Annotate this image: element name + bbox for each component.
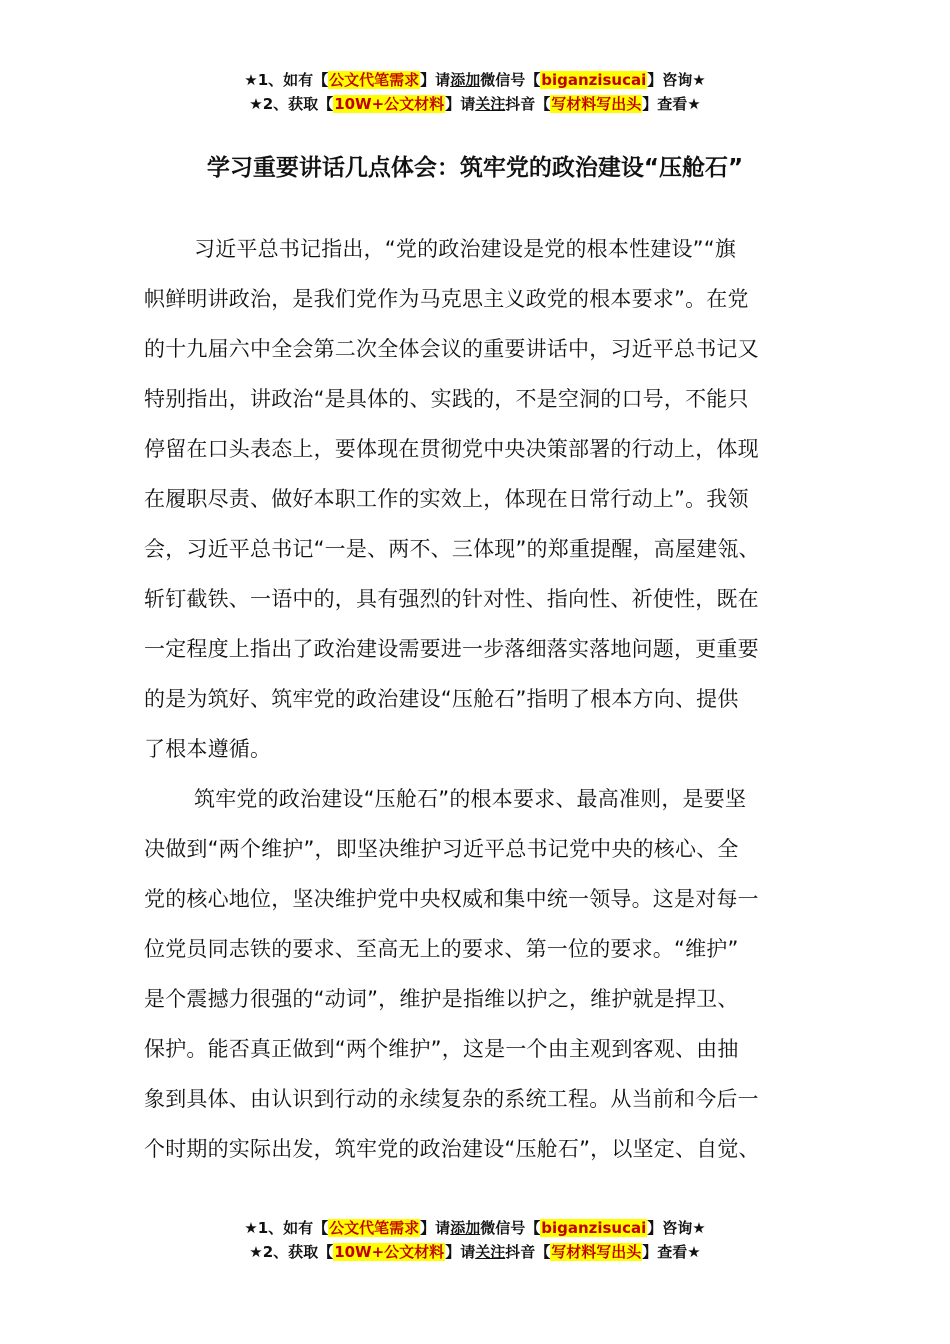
banner-text: 】咨询★ (647, 71, 706, 89)
banner-text: 】咨询★ (647, 1219, 706, 1237)
banner-highlight: 写材料写出头 (551, 1243, 642, 1261)
text-line: 会，习近平总书记“一是、两不、三体现”的郑重提醒，高屋建瓴、 (144, 537, 760, 561)
banner-text: 】请 (420, 71, 451, 89)
banner-emphasis: 关注 (475, 95, 506, 113)
text-line: 帜鲜明讲政治，是我们党作为马克思主义政党的根本要求”。在党 (144, 287, 749, 311)
banner-text: 抖音【 (505, 95, 551, 113)
text-line: 在履职尽责、做好本职工作的实效上，体现在日常行动上”。我领 (144, 487, 749, 511)
text-line: 筑牢党的政治建设“压舱石”的根本要求、最高准则，是要坚 (194, 787, 747, 811)
banner-line-1 (0, 68, 950, 92)
banner-highlight: 公文代笔需求 (329, 71, 420, 89)
banner-highlight: biganzisucai (541, 71, 647, 89)
banner-line-2 (0, 1240, 950, 1264)
paragraph-1 (144, 224, 808, 774)
banner-text: ★2、获取【 (249, 95, 334, 113)
footer-banner (0, 1216, 950, 1264)
text-line: 党的核心地位，坚决维护党中央权威和集中统一领导。这是对每一 (144, 887, 759, 911)
text-line: 决做到“两个维护”，即坚决维护习近平总书记党中央的核心、全 (144, 837, 739, 861)
banner-highlight: 10W+公文材料 (334, 1243, 445, 1261)
banner-text: ★2、获取【 (249, 1243, 334, 1261)
banner-highlight: biganzisucai (541, 1219, 647, 1237)
banner-emphasis: 添加 (450, 71, 481, 89)
banner-text: 抖音【 (505, 1243, 551, 1261)
banner-highlight: 10W+公文材料 (334, 95, 445, 113)
text-line: 了根本遵循。 (144, 737, 272, 761)
banner-highlight: 公文代笔需求 (329, 1219, 420, 1237)
text-line: 的十九届六中全会第二次全体会议的重要讲话中，习近平总书记又 (144, 337, 759, 361)
text-line: 的是为筑好、筑牢党的政治建设“压舱石”指明了根本方向、提供 (144, 687, 739, 711)
banner-text: 】查看★ (642, 95, 701, 113)
banner-emphasis: 添加 (450, 1219, 481, 1237)
banner-text: 微信号【 (480, 71, 541, 89)
text-line: 是个震撼力很强的“动词”，维护是指维以护之，维护就是捍卫、 (144, 987, 739, 1011)
text-line: 停留在口头表态上，要体现在贯彻党中央决策部署的行动上，体现 (144, 437, 759, 461)
banner-text: 】请 (445, 95, 476, 113)
banner-text: 】查看★ (642, 1243, 701, 1261)
banner-text: 】请 (420, 1219, 451, 1237)
banner-text: ★1、如有【 (244, 1219, 329, 1237)
banner-emphasis: 关注 (475, 1243, 506, 1261)
text-line: 特别指出，讲政治“是具体的、实践的，不是空洞的口号，不能只 (144, 387, 749, 411)
header-banner (0, 68, 950, 116)
banner-text: 】请 (445, 1243, 476, 1261)
text-line: 保护。能否真正做到“两个维护”，这是一个由主观到客观、由抽 (144, 1037, 739, 1061)
banner-line-2 (0, 92, 950, 116)
document-title: 学习重要讲话几点体会：筑牢党的政治建设“压舱石” (206, 155, 744, 181)
banner-highlight: 写材料写出头 (551, 95, 642, 113)
text-line: 习近平总书记指出，“党的政治建设是党的根本性建设”“旗 (194, 237, 737, 261)
banner-text: ★1、如有【 (244, 71, 329, 89)
document-body (144, 224, 808, 1174)
text-line: 位党员同志铁的要求、至高无上的要求、第一位的要求。“维护” (144, 937, 739, 961)
text-line: 一定程度上指出了政治建设需要进一步落细落实落地问题，更重要 (144, 637, 759, 661)
text-line: 象到具体、由认识到行动的永续复杂的系统工程。从当前和今后一 (144, 1087, 759, 1111)
banner-line-1 (0, 1216, 950, 1240)
paragraph-2 (144, 774, 808, 1174)
text-line: 个时期的实际出发，筑牢党的政治建设“压舱石”，以坚定、自觉、 (144, 1137, 760, 1161)
text-line: 斩钉截铁、一语中的，具有强烈的针对性、指向性、祈使性，既在 (144, 587, 759, 611)
banner-text: 微信号【 (480, 1219, 541, 1237)
